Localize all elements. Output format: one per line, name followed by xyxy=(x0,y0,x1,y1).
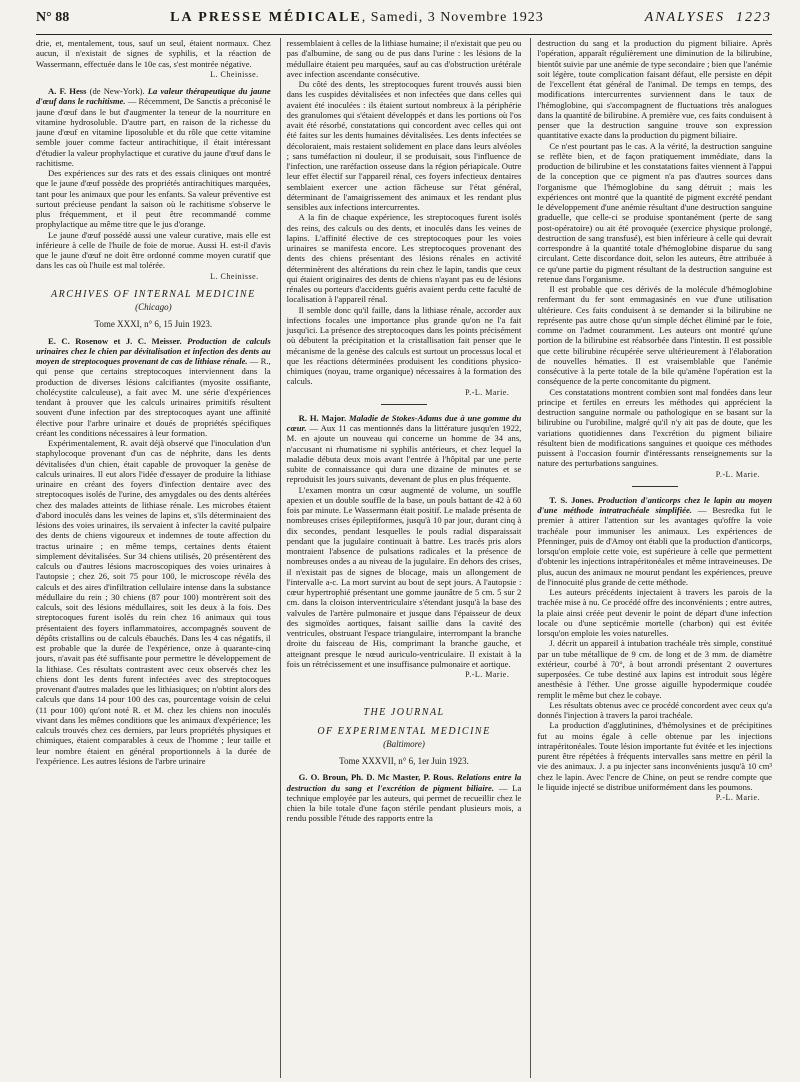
article-rosenow xyxy=(36,336,271,439)
signature: P.-L. Marie. xyxy=(715,469,761,479)
paragraph: ressemblaient à celles de la lithiase humaine; il n'existait que peu ou pas d'albumine, de sang ou de pus dans l'urine : les lésions de la médullaire étaient peu marquées, sauf au cas d'obstruction urétérale avec infection ascendante consécutive. xyxy=(286,38,522,79)
paragraph: Il semble donc qu'il faille, dans la lithiase rénale, accorder aux infections focales une importance plus grande qu'on ne l'a fait jusqu'ici. La présence des streptocoques dans les points précisément où débutent la précipitation et la cristallisation fait penser que le mécanisme de la genèse des calculs est surtout un processus local et que les réactions déterminées produisent les conditions physico-chimiques (noyau, trame organique) nécessaires à la formation des calculs. xyxy=(286,304,522,387)
article-hess xyxy=(36,86,271,168)
article-major xyxy=(287,413,522,485)
paragraph: Ce n'est pourtant pas le cas. A la vérité, la destruction sanguine se reflète bien, et de façon pratiquement immédiate, dans la production de bilirubine et les constatations faites viennent à l'appui de la conception que ce pigment n'a pas d'autres sources dans l'organisme que l'hémoglobine du sang détruit ; mais les expériences ont montré que la quantité de pigment excrété pendant le développement d'une anémie résultant d'une destruction sanguine graduelle, que celle-ci se produise spontanément (perte de sang post-opératoire) ou ait été provoquée (exercice physique prolongé, destruction de sang transfusé), est bien inférieure à celle qui devrait correspondre à la quantité totale d'hémoglobine disparue du sang circulant. Cette discordance doit, selon les auteurs, être attribuée à ce qu'une partie du pigment résultant de la destruction sanguine est retenue dans l'organisme. xyxy=(537,140,773,284)
section-and-page xyxy=(645,10,772,26)
paragraph: Il est probable que ces dérivés de la molécule d'hémoglobine renfermant du fer sont emmagasinés en vue d'une utilisation ultérieure. Ces faits conduisent à se demander si la bilirubine ne représente pas autre chose qu'un simple déchet éliminé par le foie, comme on l'admet couramment. Les auteurs ont montré qu'une portion de la bilirubine est réabsorbée dans l'intestin. Il est possible que cette bilirubine récupérée serve ultérieurement à l'élaboration de nouvelles hématies. Il est vraisemblable que l'anémie consécutive à la perte totale de la bile qu'amène l'opération est la conséquence de la perte concomitante du pigment. xyxy=(537,284,773,387)
article-title: La valeur thérapeutique du jaune d'œuf dans le rachitisme. xyxy=(36,86,271,107)
paragraph: Les résultats obtenus avec ce procédé concordent avec ceux qu'a donnés l'injection à travers la paroi trachéale. xyxy=(537,699,773,720)
article-author: T. S. Jones. xyxy=(549,494,594,505)
journal-heading: THE JOURNAL xyxy=(363,707,445,719)
paragraph: La production d'agglutinines, d'hémolysines et de précipitines fut au moins égale à celle obtenue par les injections intrapéritonéales. Toute lésion importante fut évitée et les injections purent être répétées à fréquents intervalles sans mettre en péril la vie des animaux. J. a pu injecter sans inconvénients jusqu'à 10 cm³ chez le lapin. Avec l'encre de Chine, on peut se rendre compte que le liquide injecté se distribue uniformément dans les poumons. xyxy=(537,720,773,792)
columns xyxy=(36,38,772,1078)
section-name: ANALYSES xyxy=(644,10,725,25)
signature: L. Cheinisse. xyxy=(210,69,259,79)
article-jones xyxy=(537,495,772,587)
journal-heading: OF EXPERIMENTAL MEDICINE xyxy=(317,725,491,737)
column-1 xyxy=(36,38,271,1078)
issue-number: N° 88 xyxy=(36,10,70,25)
article-author: G. O. Broun, Ph. D. Mc Master, P. Rous. xyxy=(298,772,454,783)
article-author: E. C. Rosenow et J. C. Meisser. xyxy=(48,335,182,346)
paragraph: drie, et, mentalement, tous, sauf un seul, étaient normaux. Chez aucun, il n'existait de signes de syphilis, et la réaction de Wassermann, effectuée dans le 10e cas, s'est montrée négative. xyxy=(36,38,271,69)
paragraph: Des expériences sur des rats et des essais cliniques ont montré que le jaune d'œuf possède des propriétés antirachitiques marquées, tant pour les animaux que pour les enfants. Sa valeur préventive est surtout précieuse pendant la saison où le rachitisme s'observe le plus fréquemment, et il peut être recommandé comme prophylactique au même titre que le jus d'orange. xyxy=(36,168,271,230)
journal-title-line xyxy=(170,10,544,26)
article-text: — La technique employée par les auteurs, qui permet de recueillir chez le chien la bile totale d'une façon stérile pendant plusieurs mois, a rendu possible l'étude des rapports entre la xyxy=(286,782,522,824)
article-author: A. F. Hess xyxy=(48,86,87,96)
article-text: — Besredka fut le premier à attirer l'attention sur les avantages qu'offre la voie trachéale pour immuniser les animaux. Les expériences de Pfenninger, puis de d'Amoy ont établi que la production d'anticorps, lorsqu'on emploie cette voie, est supérieure à celle que permettent d'obtenir les injections intrapéritonéales et même intraveineuses. De plus, aucun des animaux ne mourut pendant les expériences, preuve de l'innocuité plus grande de cette méthode. xyxy=(537,505,773,587)
paragraph: J. décrit un appareil à intubation trachéale très simple, constitué par un tube métallique de 9 cm. de long et de 3 mm. de diamètre extérieur, courbé à 70°, à bout arrondi présentant 2 ouvertures superposées. Ce tube destiné aux lapins est introduit sous légère anesthésie à l'éther. Une grosse aiguille hypodermique coudée remplit le même but chez le cobaye. xyxy=(537,638,773,700)
author-place: (de New-York). xyxy=(86,86,148,96)
paragraph: L'examen montra un cœur augmenté de volume, un souffle apexien et un double souffle de la base, un pouls battant de 42 à 60 fois par minute. Le Wassermann était positif. Le malade présenta de nombreuses crises épileptiformes, jusqu'à 10 par jour, durant cinq à dix secondes, pendant lesquelles le pouls radial disparaissait pendant que la jugulaire continuait à battre. Les tracés pris alors montraient l'absence de pulsations radicales et la présence de nombreuses ondes a au niveau de la jugulaire. En dehors des crises, il n'existait pas de signes de blocage, mais un allongement de l'intervalle a-c. La mort survint au bout de sept jours. A l'autopsie : cœur hypertrophié présentant une gomme jaunâtre de 5 cm. 5 sur 2 cm. dans la cloison interventriculaire s'étendant jusqu'à la base des valvules de l'artère pulmonaire et jusque dans l'épaisseur de deux des sigmoïdes aortiques, faisant saillie dans la cavité des ventricules, obstruant l'espace triangulaire, interrompant la branche droite du faisceau de His, comprimant la branche gauche, et atteignant presque le nœud auriculo-ventriculaire. Il existait à la fois un rétrécissement et une insuffisance pulmonaire et aortique. xyxy=(286,484,522,669)
paragraph: Expérimentalement, R. avait déjà observé que l'inoculation d'un staphylocoque provenant d'un cas de néphrite, dans les dents dévitalisées d'un chien, était capable de provoquer la genèse de calculs urinaires. Il eut alors l'idée d'essayer de produire la lithiase urinaire en créant des foyers d'infection dentaire avec des streptocoques isolés de l'urine, des amygdales ou des dents altérées chez des malades atteints de lithiase rénale. Les microbes étaient d'abord inoculés dans les veines de lapins et, s'ils déterminaient des lésions des voies urinaires, ils servaient à infecter la cavité pulpaire des dents de chiens vigoureux et indemnes de toute affection du tractus urinaire ; en même temps, certaines dents étaient simplement dévitalisées. Sur 34 chiens utilisés, 20 présentèrent des calculs ou d'autres lésions macroscopiques des voies urinaires à l'autopsie ; chez 26, soit 75 pour 100, le microscope révéla des calculs et des aires d'infiltration cellulaire intense dans la substance médullaire du rein ; 30 chiens (87 pour 100) montrèrent soit des calculs, soit des lésions médullaires, soit les deux à la fois. Des streptocoques furent isolés du rein chez 16 animaux qui tous présentaient des foyers inflammatoires, accompagnés souvent de dépôts cristallins ou de calculs ébauchés. Dans les 4 cas négatifs, il est probable que la durée de l'expérience, onze à quarante-cinq jours, n'avait pas été suffisante pour permettre le développement de la lithiase. Ces résultats contrastent avec ceux observés chez les chiens dont les dents furent infectées avec des streptocoques provenant d'autres malades que les lithiasiques; on n'obtint alors des calculs que dans 14 pour 100 des cas, pourcentage voisin de celui (11 pour 100) qu'ont noté R. et M. chez les chiens non inoculés vivant dans les mêmes conditions que les animaux d'expérience; les calculs trouvés chez ces derniers, par leurs propriétés physiques et chimiques, étaient comparables à ceux de l'homme ; leur taille et leur nombre étaient en général proportionnels à la durée de l'expérience. Les autres lésions de l'arbre urinaire xyxy=(36,438,271,766)
paragraph: Du côté des dents, les streptocoques furent trouvés aussi bien dans les cuspides dévitalisées et non infectées que dans celles qui avaient été inoculées : ils étaient surtout nombreux à la périphérie des granulomes qui s'étaient développés et dans les portions où l'os avait été résorbé, constatations qui concordent avec celles qui ont été faites sur les dents humaines dévitalisées. Les dents infectées se décoloraient, mais restaient solidement en place dans leurs alvéoles ; sans tuméfaction ni douleur, il se produisait, sous l'influence de l'infection, une raréfaction osseuse dans la région périapicale. Outre leur effet électif sur l'appareil rénal, ces foyers infectieux dentaires semblaient exercer une action fâcheuse sur l'état général, déterminant de l'amaigrissement des animaux et les rendant plus sensibles aux infections intercurrentes. xyxy=(286,79,522,212)
issue-date: , Samedi, 3 Novembre 1923 xyxy=(361,10,544,25)
page-header xyxy=(36,10,772,35)
paragraph: Les auteurs précédents injectaient à travers les parois de la trachée mise à nu. Ce procédé offre des inconvénients ; entre autres, la plaie ainsi créée peut devenir le point de départ d'une infection locale ou d'une septicémie mortelle (charbon) qui est évitée lorsqu'on emploie les voies naturelles. xyxy=(537,587,773,638)
article-title: Relations entre la destruction du sang et l'excrétion de pigment biliaire. xyxy=(286,772,522,793)
signature: P.-L. Marie. xyxy=(715,793,761,802)
page-number: 1223 xyxy=(735,10,772,25)
article-text: — Aux 11 cas mentionnés dans la littérature jusqu'en 1922, M. en ajoute un nouveau qui concerne un homme de 34 ans, n'accusant ni rhumatisme ni syphilis antérieurs, et chez lequel la maladie débuta deux mois avant l'entrée à l'hôpital par une perte subite de connaissance qui dura une dizaine de minutes et se reproduisit les jours suivants, devenant de plus en plus fréquente. xyxy=(286,423,522,485)
column-3 xyxy=(530,38,772,1078)
journal-name: LA PRESSE MÉDICALE xyxy=(170,10,362,25)
journal-place: (Chicago) xyxy=(135,302,172,312)
paragraph: destruction du sang et la production du pigment biliaire. Après l'opération, apparaît régulièrement une diminution de la bilirubine, bientôt suivie par une anémie de type secondaire ; bien que l'anémie soit légère, toute complication faisant défaut, elle persiste en dépit de l'excellent état général de l'animal. De temps en temps, des modifications intercurrentes surviennent dans le taux de l'hémoglobine, qui s'accompagnent de fluctuations très analogues dans la quantité de bilirubine. A première vue, ces faits conduisent à penser que la destruction sanguine trouve son expression quantitative exacte dans la production du pigment biliaire. xyxy=(537,38,773,141)
article-text: — Récemment, De Sanctis a préconisé le jaune d'œuf dans le but d'augmenter la teneur de la nourriture en vitamine hydrosoluble. D'autre part, en raison de la richesse du jaune d'œuf en vitamine liposoluble et du rôle que cette vitamine semble jouer comme facteur antirachitique, il était intéressant d'étudier la valeur prophylactique et curative du jaune d'œuf dans le rachitisme. xyxy=(36,96,271,168)
journal-issue: Tome XXXVII, n° 6, 1er Juin 1923. xyxy=(339,756,469,766)
journal-place: (Baltimore) xyxy=(383,738,425,749)
divider xyxy=(381,404,427,405)
signature: P.-L. Marie. xyxy=(465,387,510,397)
article-broun xyxy=(287,772,522,823)
article-author: R. H. Major. xyxy=(298,412,347,423)
signature: P.-L. Marie. xyxy=(465,670,510,679)
article-title: Production de calculs urinaires chez le chien par dévitalisation et infection des dents au moyen de streptocoques provenant de cas de lithiase rénale. xyxy=(36,335,271,366)
divider xyxy=(632,486,678,487)
paragraph: Ces constatations montrent combien sont mal fondées dans leur principe et fertiles en erreurs les méthodes qui apprécient la destruction sanguine normale ou pathologique en se basant sur la bilirubine ou l'urobiline, malgré qu'il n'y ait pas de doute, que les variations quotidiennes dans l'excrétion du pigment biliaire résultent bien de modifications sanguines et quoique ces méthodes puissent à l'occasion fournir d'intéressants renseignements sur la nature des perturbations sanguines. xyxy=(537,386,773,469)
article-title: Maladie de Stokes-Adams due à une gomme du cœur. xyxy=(286,412,522,433)
journal-heading: ARCHIVES OF INTERNAL MEDICINE xyxy=(50,288,256,300)
signature: L. Cheinisse. xyxy=(210,271,259,281)
article-text: — R., qui pense que certains streptocoques interviennent dans la production de diverses lésions calcifiantes (myosite ossifiante, cholécystite calculeuse), a fait avec M. une série d'expériences tendant à prouver que les calculs urinaires primitifs résultent souvent d'une infection par des streptocoques ayant une affinité élective pour l'arbre urinaire et doués de propriétés spécifiques créant les conditions nécessaires à leur formation. xyxy=(36,356,271,438)
article-title: Production d'anticorps chez le lapin au moyen d'une méthode intratrachéale simplifiée. xyxy=(537,494,773,515)
journal-issue: Tome XXXI, n° 6, 15 Juin 1923. xyxy=(94,319,213,330)
column-2 xyxy=(280,38,522,1078)
paragraph: A la fin de chaque expérience, les streptocoques furent isolés des reins, des calculs ou des dents, et inoculés dans les veines de lapins. L'affinité élective de ces streptocoques pour les voies urinaires se manifesta encore. Les streptocoques provenant des dents des chiens présentant des lésions rénales en activité déterminèrent des altérations du rein chez le lapin, tandis que ceux qui étaient originaires des dents de chiens n'ayant pas eu de lésions rénales ou porteurs d'accidents guéris avaient perdu cette faculté de localisation à l'appareil rénal. xyxy=(286,212,522,305)
paragraph: Le jaune d'œuf possédé aussi une valeur curative, mais elle est inférieure à celle de l'huile de foie de morue. Aussi H. est-il d'avis que le jaune d'œuf ne doit être ordonné comme moyen curatif que dans les cas où l'huile est mal tolérée. xyxy=(36,229,271,271)
